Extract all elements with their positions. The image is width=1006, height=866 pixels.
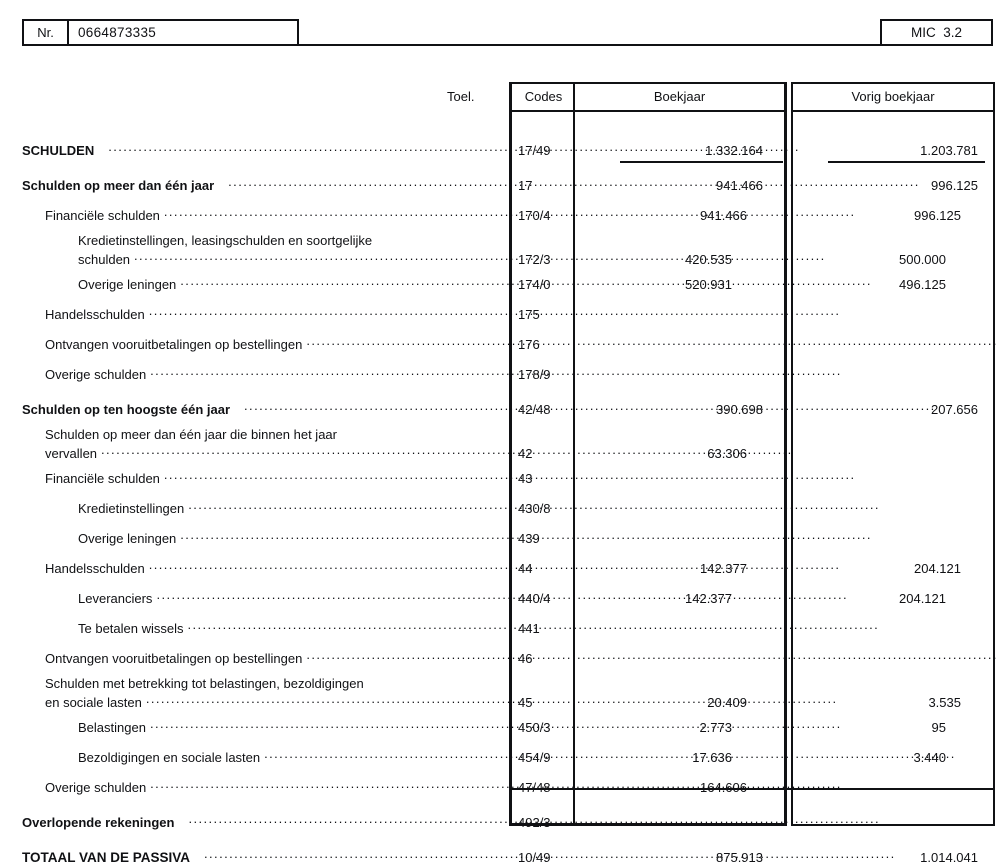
- row-previous-value: 204.121: [914, 561, 961, 576]
- row-label: [22, 777, 509, 796]
- row-code: 450/3: [518, 720, 551, 735]
- row-code: 454/9: [518, 750, 551, 765]
- row-label: [22, 648, 509, 667]
- dot-leader: [188, 498, 496, 513]
- dot-leader: [164, 205, 497, 220]
- table-row: [0, 205, 1006, 224]
- row-label-text: vervallen: [45, 446, 98, 461]
- table-row: [0, 648, 1006, 667]
- dot-leader: [228, 175, 504, 190]
- row-code: 43: [518, 471, 533, 486]
- dot-leader: [164, 468, 499, 483]
- dot-leader: [188, 812, 481, 827]
- row-label-text: Handelsschulden: [45, 307, 145, 322]
- dot-leader: [180, 528, 492, 543]
- table-row: [0, 334, 1006, 353]
- row-previous-value: 496.125: [899, 277, 946, 292]
- row-label-text: Schulden op meer dan één jaar: [22, 178, 215, 193]
- table-row: [0, 528, 1006, 547]
- row-code: 440/4: [518, 591, 551, 606]
- row-code: 17/49: [518, 143, 551, 158]
- row-label-text: Overige schulden: [45, 780, 147, 795]
- row-current-value: 875.913: [716, 850, 763, 865]
- row-previous-value: 500.000: [899, 252, 946, 267]
- form-code-box: [880, 19, 993, 46]
- row-label: [22, 675, 509, 711]
- table-row: [0, 426, 1006, 462]
- row-label: [22, 205, 509, 224]
- row-current-value: 142.377: [700, 561, 747, 576]
- row-label-text: Handelsschulden: [45, 561, 145, 576]
- row-label-text: SCHULDEN: [22, 143, 95, 158]
- row-code: 441: [518, 621, 540, 636]
- row-label: [22, 468, 509, 487]
- row-code: 178/9: [518, 367, 551, 382]
- row-label: [22, 140, 509, 159]
- row-previous-value: 207.656: [931, 402, 978, 417]
- row-label: [22, 747, 509, 766]
- column-header-vorig-boekjaar: Vorig boekjaar: [793, 84, 993, 112]
- table-row: [0, 232, 1006, 268]
- row-previous-value: 3.440: [913, 750, 946, 765]
- table-row: [0, 140, 1006, 159]
- row-code: 17: [518, 178, 533, 193]
- row-current-value: 941.466: [716, 178, 763, 193]
- row-label-text: Ontvangen vooruitbetalingen op bestellingen: [45, 337, 303, 352]
- row-current-value: 390.698: [716, 402, 763, 417]
- row-label-text: en sociale lasten: [45, 695, 142, 710]
- row-code: 175: [518, 307, 540, 322]
- row-label-text: Overige schulden: [45, 367, 147, 382]
- dot-leader: [101, 443, 504, 458]
- row-previous-value: 996.125: [914, 208, 961, 223]
- company-number-value: 0664873335: [78, 25, 157, 40]
- dot-leader: [108, 140, 500, 155]
- row-current-value: 420.535: [685, 252, 732, 267]
- row-label: [22, 175, 509, 194]
- row-label-text: TOTAAL VAN DE PASSIVA: [22, 850, 191, 865]
- table-row: [0, 468, 1006, 487]
- table-row: [0, 399, 1006, 418]
- row-previous-value: 3.535: [928, 695, 961, 710]
- table-row: [0, 588, 1006, 607]
- row-code: 174/0: [518, 277, 551, 292]
- top-horizontal-rule: [22, 44, 993, 46]
- table-row: [0, 175, 1006, 194]
- row-label: [22, 399, 509, 418]
- row-label-text: Te betalen wissels: [78, 621, 184, 636]
- row-label: [22, 274, 509, 293]
- row-label-text: Ontvangen vooruitbetalingen op bestellingen: [45, 651, 303, 666]
- row-label: [22, 498, 509, 517]
- company-number-box: [22, 19, 299, 46]
- dot-leader: [149, 304, 497, 319]
- row-label-text: Schulden op meer dan één jaar die binnen het jaar: [45, 427, 337, 442]
- row-code: 10/49: [518, 850, 551, 865]
- dot-leader: [306, 334, 500, 349]
- nr-label: Nr.: [24, 21, 69, 44]
- dot-leader: [150, 364, 497, 379]
- row-code: 42/48: [518, 402, 551, 417]
- row-label-text: Financiële schulden: [45, 471, 160, 486]
- dot-leader: [204, 847, 479, 862]
- dot-leader: [134, 249, 504, 264]
- row-label-text: Kredietinstellingen, leasingschulden en soortgelijke: [78, 233, 373, 248]
- row-previous-value: 996.125: [931, 178, 978, 193]
- row-code: 492/3: [518, 815, 551, 830]
- row-code: 42: [518, 446, 533, 461]
- row-label: [22, 232, 509, 268]
- column-header-toel: Toel.: [447, 89, 475, 104]
- dot-leader: [306, 648, 431, 663]
- row-label-text: Schulden met betrekking tot belastingen, bezoldigingen: [45, 676, 364, 691]
- table-rows: [0, 112, 1006, 866]
- row-label: [22, 334, 509, 353]
- row-current-value: 2.773: [699, 720, 732, 735]
- column-header-codes: Codes: [524, 89, 563, 104]
- row-label: [22, 588, 509, 607]
- row-code: 170/4: [518, 208, 551, 223]
- row-label-text: Belastingen: [78, 720, 146, 735]
- row-label: [22, 717, 509, 736]
- table-row: [0, 364, 1006, 383]
- dot-leader: [149, 558, 424, 573]
- row-current-value: 164.606: [700, 780, 747, 795]
- row-current-value: 142.377: [685, 591, 732, 606]
- row-current-value: 520.931: [685, 277, 732, 292]
- row-label-text: Leveranciers: [78, 591, 153, 606]
- row-label: [22, 558, 509, 577]
- row-previous-value: 204.121: [899, 591, 946, 606]
- table-row: [0, 304, 1006, 323]
- table-header-row: [512, 84, 784, 112]
- dot-leader: [188, 618, 414, 633]
- dot-leader: [146, 692, 448, 707]
- row-label: [22, 618, 509, 637]
- dot-leader: [244, 399, 499, 414]
- row-code: 176: [518, 337, 540, 352]
- row-label: [22, 364, 509, 383]
- dot-leader: [180, 274, 492, 289]
- table-row: [0, 747, 1006, 766]
- dot-leader: [150, 717, 446, 732]
- row-current-value: 63.306: [707, 446, 747, 461]
- row-label-text: schulden: [78, 252, 131, 267]
- table-row: [0, 498, 1006, 517]
- row-previous-value: 1.014.041: [920, 850, 978, 865]
- row-label-text: Schulden op ten hoogste één jaar: [22, 402, 231, 417]
- table-row: [0, 847, 1006, 866]
- row-label: [22, 812, 509, 831]
- row-label: [22, 847, 509, 866]
- row-label-text: Overige leningen: [78, 531, 177, 546]
- dot-leader: [150, 777, 497, 792]
- row-code: 46: [518, 651, 533, 666]
- row-label-text: Overlopende rekeningen: [22, 815, 175, 830]
- table-row: [0, 558, 1006, 577]
- row-code: 44: [518, 561, 533, 576]
- dot-leader: [264, 747, 455, 762]
- row-label: [22, 528, 509, 547]
- column-header-boekjaar: Boekjaar: [653, 89, 706, 104]
- form-code-label: MIC 3.2: [910, 25, 962, 40]
- row-code: 430/8: [518, 501, 551, 516]
- row-label-text: Financiële schulden: [45, 208, 160, 223]
- row-code: 439: [518, 531, 540, 546]
- table-row: [0, 618, 1006, 637]
- table-row: [0, 717, 1006, 736]
- table-row: [0, 812, 1006, 831]
- row-current-value: 941.466: [700, 208, 747, 223]
- table-row: [0, 777, 1006, 796]
- row-previous-value: 1.203.781: [791, 142, 995, 159]
- row-current-value: 20.409: [707, 695, 747, 710]
- row-code: 45: [518, 695, 533, 710]
- row-code: 172/3: [518, 252, 551, 267]
- row-previous-value: 95: [931, 720, 946, 735]
- table-row: [0, 675, 1006, 711]
- row-current-value: 1.332.164: [573, 142, 787, 159]
- row-label: [22, 304, 509, 323]
- row-label-text: Kredietinstellingen: [78, 501, 185, 516]
- dot-leader: [156, 588, 419, 603]
- row-label: [22, 426, 509, 462]
- row-label-text: Overige leningen: [78, 277, 177, 292]
- table-row: [0, 274, 1006, 293]
- row-current-value: 17.636: [692, 750, 732, 765]
- row-label-text: Bezoldigingen en sociale lasten: [78, 750, 261, 765]
- row-code: 47/48: [518, 780, 551, 795]
